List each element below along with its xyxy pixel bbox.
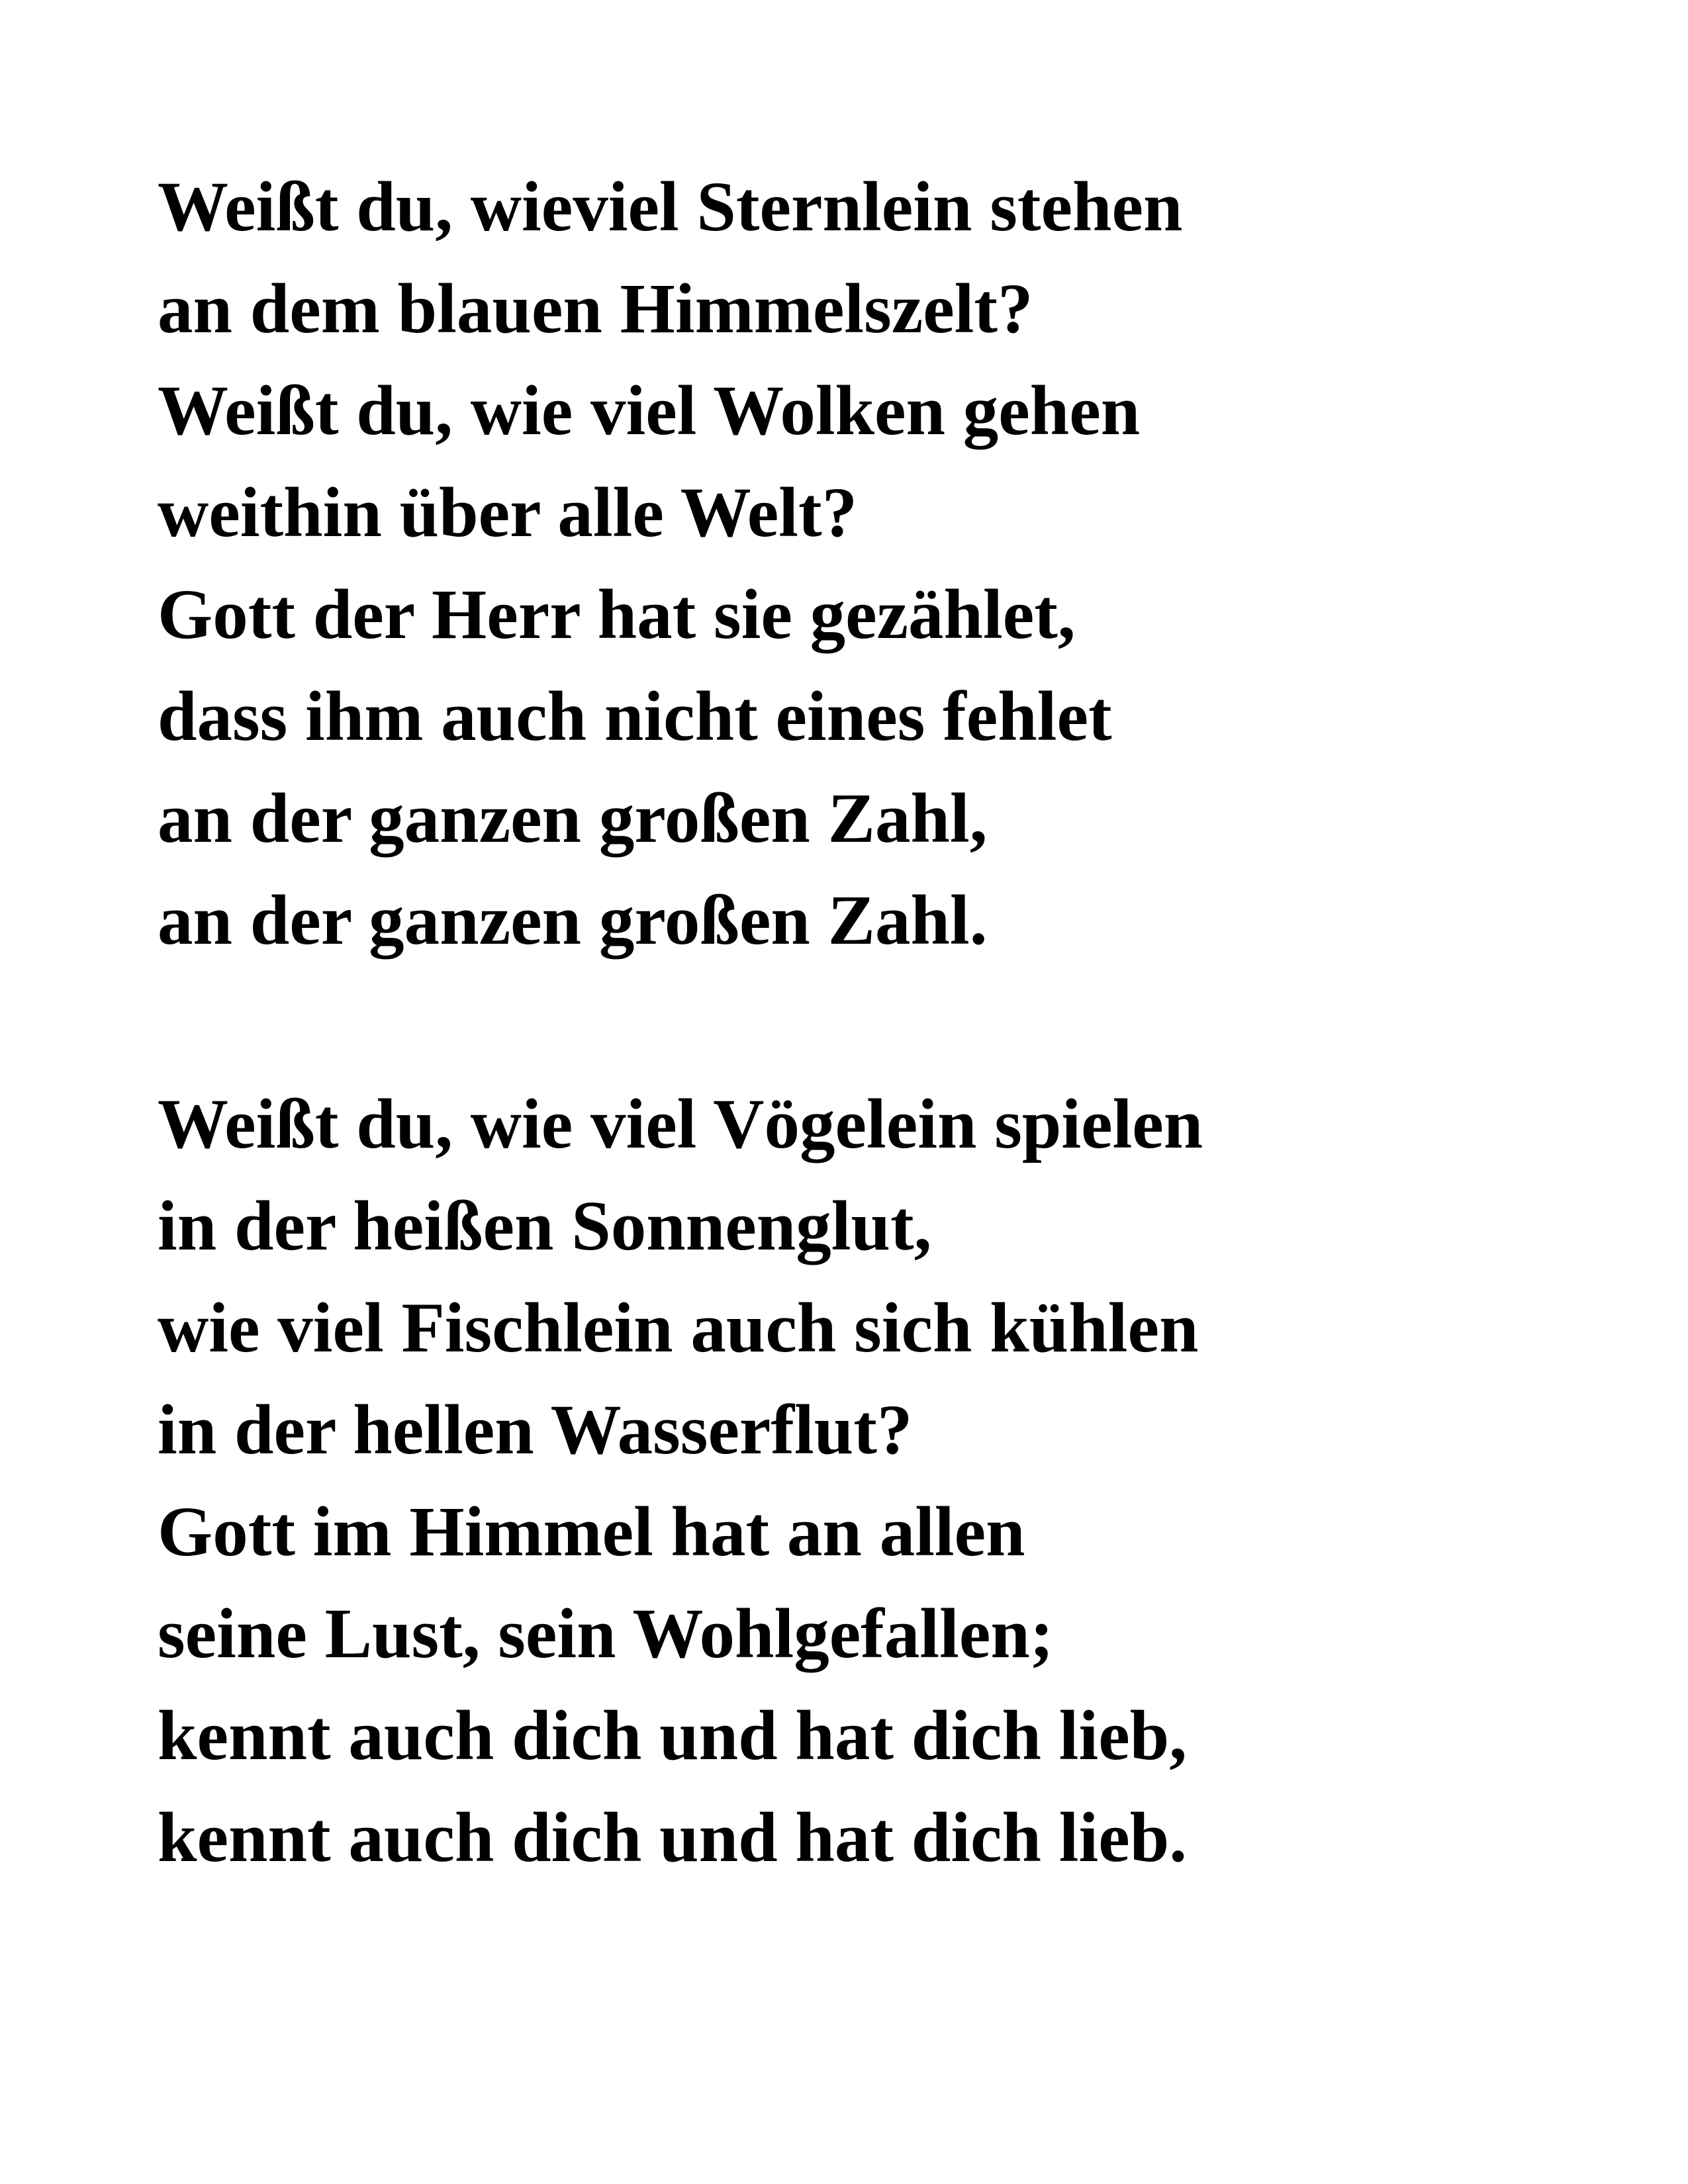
poem-line: wie viel Fischlein auch sich kühlen — [158, 1289, 1199, 1367]
poem-line: an der ganzen großen Zahl, — [158, 780, 988, 858]
poem-line: Gott der Herr hat sie gezählet, — [158, 576, 1076, 654]
poem-line: kennt auch dich und hat dich lieb, — [158, 1697, 1188, 1775]
poem-line: kennt auch dich und hat dich lieb. — [158, 1799, 1188, 1877]
poem-line: seine Lust, sein Wohlgefallen; — [158, 1595, 1054, 1673]
poem-line: an dem blauen Himmelszelt? — [158, 270, 1033, 348]
stanza-2 — [158, 1073, 1614, 1889]
poem-line: Weißt du, wie viel Wolken gehen — [158, 372, 1141, 450]
poem-line: in der heißen Sonnenglut, — [158, 1187, 932, 1265]
poem-line: Weißt du, wieviel Sternlein stehen — [158, 168, 1183, 246]
poem-line: in der hellen Wasserflut? — [158, 1391, 913, 1469]
stanza-1 — [158, 156, 1614, 972]
poem-line: dass ihm auch nicht eines fehlet — [158, 678, 1112, 756]
poem-text — [158, 156, 1614, 1889]
poem-line: Weißt du, wie viel Vögelein spielen — [158, 1085, 1203, 1163]
poem-line: an der ganzen großen Zahl. — [158, 882, 988, 960]
poem-line: Gott im Himmel hat an allen — [158, 1493, 1025, 1571]
poem-line: weithin über alle Welt? — [158, 474, 858, 552]
